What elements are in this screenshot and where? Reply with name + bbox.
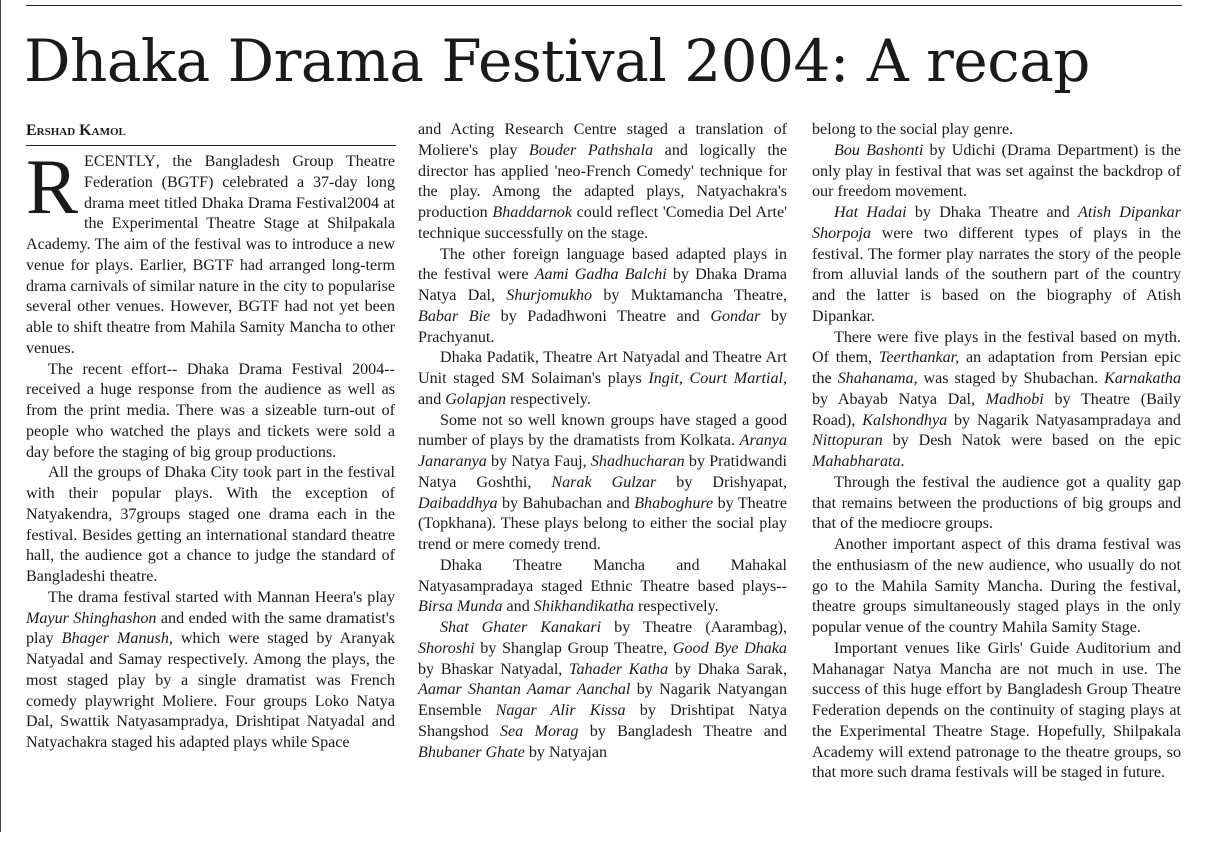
paragraph: The drama festival started with Mannan Heera's play Mayur Shinghashon and ended with the same dramatist's play Bhager Manush, which were staged by Aranyak Natyadal and Samay respectively. Among the plays, the most staged play by a single dramatist was French comedy playwright Moliere. Four groups Loko Natya Dal, Swattik Natyasampradya, Drishtipat Natyadal and Natyachakra staged his adapted plays while Space: [26, 588, 396, 751]
paragraph: The other foreign language based adapted plays in the festival were Aami Gadha Balchi by Dhaka Drama Natya Dal, Shurjomukho by Muktamancha Theatre, Babar Bie by Padadhwoni Theatre and Gondar by Prachyanut.: [418, 245, 787, 346]
paragraph: The recent effort-- Dhaka Drama Festival 2004-- received a huge response from the audience as well as from the print media. There was a sizeable turn-out of people who watched the plays and tickets were sold a day before the staging of big group productions.: [26, 360, 395, 461]
paragraph: Important venues like Girls' Guide Auditorium and Mahanagar Natya Mancha are not much in use. The success of this huge effort by Bangladesh Group Theatre Federation depends on the continuity of staging plays at the Experimental Theatre Stage. Hopefully, Shilpakala Academy will extend patronage to the theatre groups, so that more such drama festivals will be staged in future.: [812, 639, 1181, 782]
paragraph: All the groups of Dhaka City took part in the festival with their popular plays. With the exception of Natyakendra, 37groups staged one drama each in the festival. Besides getting an international standard theatre hall, the audience got a chance to judge the standard of Bangladeshi theatre.: [26, 464, 395, 585]
column-2: [418, 120, 787, 763]
paragraph: RECENTLY, the Bangladesh Group Theatre Federation (BGTF) celebrated a 37-day long drama meet titled Dhaka Drama Festival2004 at the Experimental Theatre Stage at Shilpakala Academy. The aim of the festival was to introduce a new venue for plays. Earlier, BGTF had arranged long-term drama carnivals of similar nature in the city to popularise several other venues. However, BGTF had not yet been able to shift theatre from Mahila Samity Mancha to other venues.: [26, 143, 395, 357]
drop-cap: R: [26, 143, 79, 230]
paragraph: Some not so well known groups have staged a good number of plays by the dramatists from Kolkata. Aranya Janaranya by Natya Fauj, Shadhucharan by Pratidwandi Natya Goshthi, Narak Gulzar by Drishyapat, Daibaddhya by Bahubachan and Bhaboghure by Theatre (Topkhana). These plays belong to either the social play trend or mere comedy trend.: [418, 411, 788, 553]
paragraph: belong to the social play genre.: [812, 121, 1014, 138]
paragraph: Dhaka Padatik, Theatre Art Natyadal and Theatre Art Unit staged SM Solaiman's plays Ingit, Court Martial, and Golapjan respectively.: [418, 349, 788, 408]
left-rule: [0, 0, 1, 832]
paragraph: and Acting Research Centre staged a translation of Moliere's play Bouder Pathshala and logically the director has applied 'neo-French Comedy' technique for the play. Among the adapted plays, Natyachakra's production Bhaddarnok could reflect 'Comedia Del Arte' technique successfully on the stage.: [418, 121, 788, 242]
paragraph: Dhaka Theatre Mancha and Mahakal Natyasampradaya staged Ethnic Theatre based plays--Birsa Munda and Shikhandikatha respectively.: [418, 556, 787, 616]
paragraph: Through the festival the audience got a quality gap that remains between the productions of big groups and that of the mediocre groups.: [812, 473, 1181, 533]
column-1: [26, 143, 396, 754]
paragraph: Bou Bashonti by Udichi (Drama Department) is the only play in festival that was set against the backdrop of our freedom movement.: [812, 141, 1182, 201]
paragraph: Hat Hadai by Dhaka Theatre and Atish Dipankar Shorpoja were two different types of plays in the festival. The former play narrates the story of the people from alluvial lands of the southern part of the country and the latter is based on the biography of Atish Dipankar.: [812, 204, 1181, 325]
byline: Ershad Kamol: [26, 122, 396, 146]
paragraph: Shat Ghater Kanakari by Theatre (Aarambag), Shoroshi by Shanglap Group Theatre, Good Bye Dhaka by Bhaskar Natyadal, Tahader Katha by Dhaka Sarak, Aamar Shantan Aamar Aanchal by Nagarik Natyangan Ensemble Nagar Alir Kissa by Drishtipat Natya Shangshod Sea Morag by Bangladesh Theatre and Bhubaner Ghate by Natyajan: [418, 619, 787, 761]
top-rule: [26, 5, 1182, 6]
paragraph: Another important aspect of this drama festival was the enthusiasm of the new audience, who usually do not go to the Mahila Samity Mancha. During the festival, theatre groups simultaneously staged plays in the only popular venue of the country Mahila Samity Stage.: [812, 536, 1181, 636]
headline: Dhaka Drama Festival 2004: A recap: [24, 27, 1090, 95]
paragraph: There were five plays in the festival based on myth. Of them, Teerthankar, an adaptation from Persian epic the Shahanama, was staged by Shubachan. Karnakatha by Abayab Natya Dal, Madhobi by Theatre (Baily Road), Kalshondhya by Nagarik Natyasampradaya and Nittopuran by Desh Natok were based on the epic Mahabharata.: [812, 328, 1182, 470]
column-3: [812, 120, 1181, 784]
